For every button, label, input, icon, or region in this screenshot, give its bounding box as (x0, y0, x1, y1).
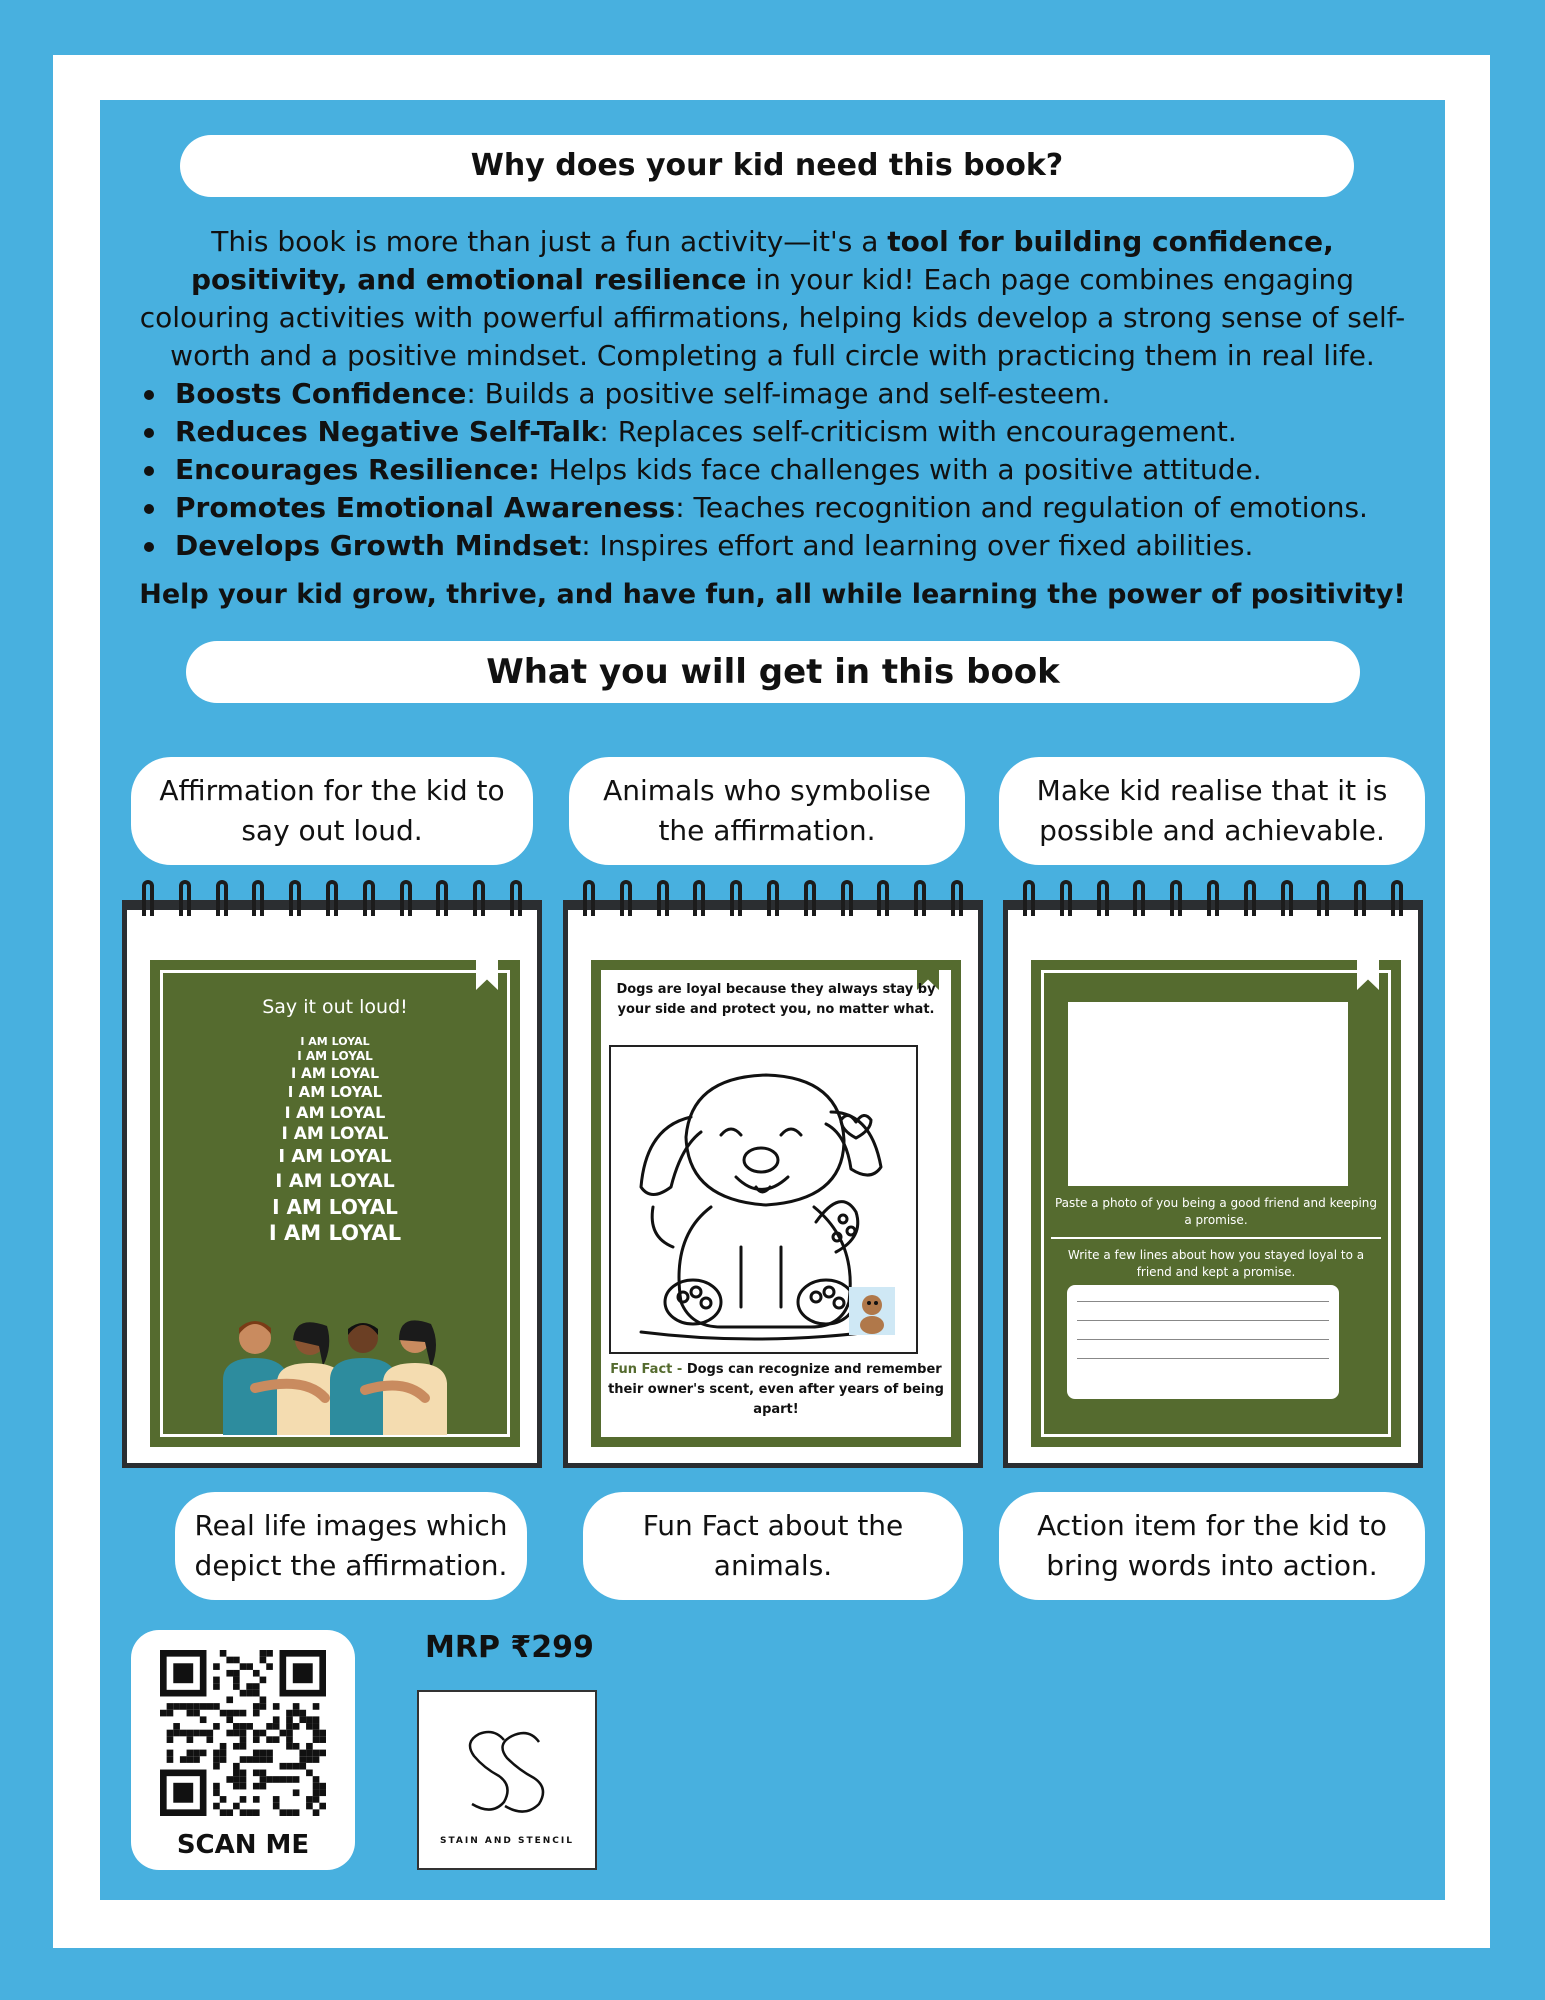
benefit-item (140, 413, 1420, 451)
affirmation-line: I AM LOYAL (278, 1146, 392, 1168)
benefit-item (140, 375, 1420, 413)
benefit-title: Encourages Resilience: (175, 453, 540, 486)
benefit-title: Boosts Confidence (175, 377, 467, 410)
benefit-item (140, 489, 1420, 527)
spiral-ring (179, 880, 191, 916)
spiral-ring (730, 880, 742, 916)
divider (1051, 1237, 1381, 1239)
spiral-binding (583, 880, 963, 920)
intro-bold: tool for building confidence, positivity, and emotional resilience (191, 225, 1334, 296)
spiral-ring (1097, 880, 1109, 916)
affirmation-line: I AM LOYAL (287, 1083, 383, 1102)
intro-start: This book is more than just a fun activity—it's a (211, 225, 888, 258)
spiral-ring (1023, 880, 1035, 916)
benefit-item (140, 527, 1420, 565)
spiral-ring (693, 880, 705, 916)
benefit-title: Reduces Negative Self-Talk (175, 415, 600, 448)
affirmation-line: I AM LOYAL (284, 1102, 386, 1122)
spiral-ring (289, 880, 301, 916)
section-title-what: What you will get in this book (186, 641, 1360, 703)
spiral-ring (510, 880, 522, 916)
brand-logo (417, 1690, 597, 1870)
section-title-why: Why does your kid need this book? (180, 135, 1354, 197)
spiral-ring (400, 880, 412, 916)
notebook-card-affirmation (122, 900, 542, 1468)
qr-code[interactable] (160, 1650, 326, 1816)
label-action-item: Action item for the kid to bring words into action. (999, 1492, 1425, 1600)
animal-description: Dogs are loyal because they always stay by your side and protect you, no matter what. (616, 982, 936, 1017)
intro-end: in your kid! Each page combines engaging colouring activities with powerful affirmations, helping kids develop a strong sense of self-worth and a positive mindset. Completing a full circle with practicing them in real life. (139, 263, 1406, 372)
label-achievable: Make kid realise that it is possible and achievable. (999, 757, 1425, 865)
spiral-ring (436, 880, 448, 916)
fun-fact-text: Dogs can recognize and remember their owner's scent, even after years of being apart! (608, 1362, 944, 1417)
dog-coloring-illustration (611, 1047, 916, 1352)
photo-placeholder (1068, 1002, 1348, 1186)
affirmation-line: I AM LOYAL (297, 1049, 373, 1064)
notebook-card-action (1003, 900, 1423, 1468)
spiral-ring (804, 880, 816, 916)
affirmation-line: I AM LOYAL (268, 1220, 402, 1245)
benefit-title: Promotes Emotional Awareness (175, 491, 676, 524)
intro-paragraph (135, 223, 1410, 375)
notebook-card-animal (563, 900, 983, 1468)
spiral-ring (767, 880, 779, 916)
animal-page (591, 960, 961, 1447)
spiral-ring (473, 880, 485, 916)
spiral-ring (216, 880, 228, 916)
spiral-binding (142, 880, 522, 920)
ss-logo-icon (459, 1720, 559, 1820)
benefit-text: Helps kids face challenges with a positive attitude. (539, 453, 1262, 486)
writing-lines (1067, 1285, 1339, 1399)
fun-fact (601, 1360, 951, 1420)
spiral-ring (1317, 880, 1329, 916)
qr-code-card[interactable] (131, 1630, 355, 1870)
benefit-title: Develops Growth Mindset (175, 529, 582, 562)
label-fun-fact: Fun Fact about the animals. (583, 1492, 963, 1600)
benefit-text: : Replaces self-criticism with encouragement. (599, 415, 1237, 448)
label-affirmation: Affirmation for the kid to say out loud. (131, 757, 533, 865)
spiral-ring (1207, 880, 1219, 916)
spiral-ring (326, 880, 338, 916)
benefit-item (140, 451, 1420, 489)
spiral-ring (363, 880, 375, 916)
spiral-ring (583, 880, 595, 916)
content-panel (100, 100, 1445, 1900)
benefit-text: : Inspires effort and learning over fixed abilities. (581, 529, 1254, 562)
spiral-ring (877, 880, 889, 916)
spiral-ring (657, 880, 669, 916)
spiral-ring (1170, 880, 1182, 916)
spiral-ring (914, 880, 926, 916)
affirmation-lines (150, 1035, 520, 1247)
spiral-ring (142, 880, 154, 916)
benefit-list (140, 375, 1420, 565)
spiral-ring (620, 880, 632, 916)
benefit-text: : Teaches recognition and regulation of emotions. (675, 491, 1368, 524)
affirmation-page (150, 960, 520, 1447)
spiral-ring (1391, 880, 1403, 916)
affirmation-line: I AM LOYAL (281, 1124, 389, 1145)
friends-hugging-illustration (215, 1310, 455, 1435)
spiral-ring (1060, 880, 1072, 916)
brand-name: STAIN AND STENCIL (440, 1836, 574, 1846)
fun-fact-label: Fun Fact - (610, 1362, 683, 1377)
action-page (1031, 960, 1401, 1447)
spiral-ring (1354, 880, 1366, 916)
spiral-ring (1133, 880, 1145, 916)
label-real-life: Real life images which depict the affirmation. (175, 1492, 527, 1600)
affirmation-line: I AM LOYAL (275, 1169, 395, 1192)
spiral-ring (1281, 880, 1293, 916)
say-heading: Say it out loud! (262, 996, 408, 1018)
label-animals: Animals who symbolise the affirmation. (569, 757, 965, 865)
affirmation-line: I AM LOYAL (290, 1065, 380, 1082)
price-label: MRP ₹299 (425, 1630, 594, 1665)
spiral-ring (841, 880, 853, 916)
coloring-box (609, 1045, 918, 1354)
spiral-ring (951, 880, 963, 916)
affirmation-line: I AM LOYAL (300, 1035, 370, 1048)
spiral-binding (1023, 880, 1403, 920)
spiral-ring (1244, 880, 1256, 916)
spiral-ring (252, 880, 264, 916)
affirmation-line: I AM LOYAL (272, 1194, 398, 1219)
closing-statement: Help your kid grow, thrive, and have fun, all while learning the power of positivity! (139, 579, 1406, 610)
benefit-text: : Builds a positive self-image and self-esteem. (466, 377, 1111, 410)
paste-instruction: Paste a photo of you being a good friend and keeping a promise. (1054, 1196, 1378, 1227)
write-instruction: Write a few lines about how you stayed loyal to a friend and kept a promise. (1067, 1248, 1365, 1279)
scan-me-label: SCAN ME (176, 1830, 310, 1860)
